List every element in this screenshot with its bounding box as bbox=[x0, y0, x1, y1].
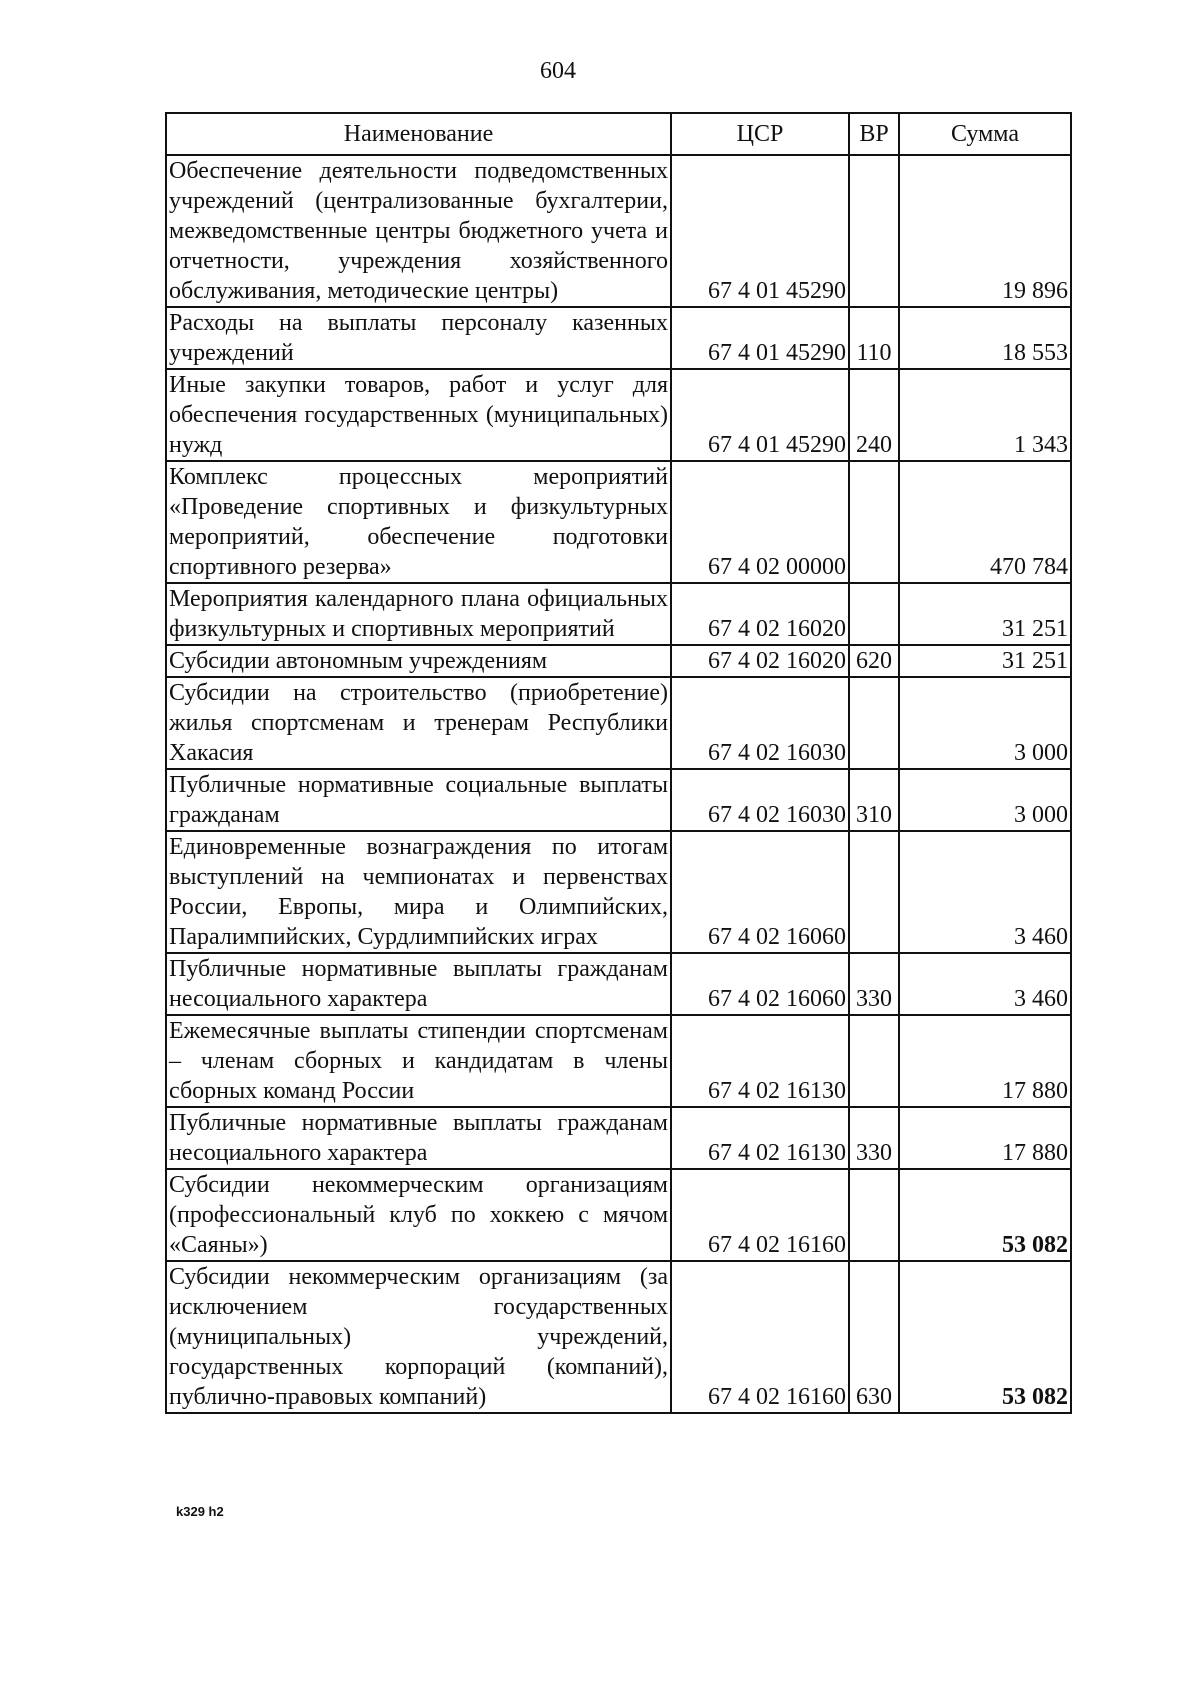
cell-csr: 67 4 02 16130 bbox=[671, 1015, 849, 1107]
cell-vr: 620 bbox=[849, 645, 899, 677]
cell-vr bbox=[849, 583, 899, 645]
cell-csr: 67 4 02 16130 bbox=[671, 1107, 849, 1169]
table-row bbox=[166, 1107, 1071, 1169]
cell-name: Ежемесячные выплаты стипендии спортсменам – членам сборных и кандидатам в члены сборных команд России bbox=[166, 1015, 671, 1107]
page-number: 604 bbox=[540, 58, 576, 84]
table-header-row bbox=[166, 113, 1071, 155]
cell-sum: 18 553 bbox=[899, 307, 1071, 369]
cell-csr: 67 4 02 16020 bbox=[671, 583, 849, 645]
header-vr: ВР bbox=[849, 113, 899, 155]
cell-csr: 67 4 02 16160 bbox=[671, 1261, 849, 1413]
cell-sum: 53 082 bbox=[899, 1261, 1071, 1413]
cell-csr: 67 4 02 16030 bbox=[671, 677, 849, 769]
cell-csr: 67 4 02 16060 bbox=[671, 953, 849, 1015]
cell-vr: 630 bbox=[849, 1261, 899, 1413]
table-row bbox=[166, 1015, 1071, 1107]
table-row bbox=[166, 461, 1071, 583]
cell-sum: 31 251 bbox=[899, 645, 1071, 677]
cell-name: Публичные нормативные выплаты гражданам несоциального характера bbox=[166, 1107, 671, 1169]
cell-name: Субсидии некоммерческим организациям (за исключением государственных (муниципальных) учреждений, государственных корпораций (компаний), публично-правовых компаний) bbox=[166, 1261, 671, 1413]
cell-sum: 470 784 bbox=[899, 461, 1071, 583]
table-row bbox=[166, 645, 1071, 677]
cell-sum: 17 880 bbox=[899, 1015, 1071, 1107]
cell-sum: 3 460 bbox=[899, 831, 1071, 953]
cell-vr: 330 bbox=[849, 1107, 899, 1169]
cell-sum: 1 343 bbox=[899, 369, 1071, 461]
cell-name: Публичные нормативные выплаты гражданам несоциального характера bbox=[166, 953, 671, 1015]
cell-vr bbox=[849, 1169, 899, 1261]
cell-name: Единовременные вознаграждения по итогам выступлений на чемпионатах и первенствах России, Европы, мира и Олимпийских, Паралимпийских, Сурдлимпийских играх bbox=[166, 831, 671, 953]
cell-vr: 240 bbox=[849, 369, 899, 461]
table-row bbox=[166, 307, 1071, 369]
cell-name: Субсидии некоммерческим организациям (профессиональный клуб по хоккею с мячом «Саяны») bbox=[166, 1169, 671, 1261]
cell-vr bbox=[849, 1015, 899, 1107]
header-csr: ЦСР bbox=[671, 113, 849, 155]
cell-csr: 67 4 02 16030 bbox=[671, 769, 849, 831]
table-row bbox=[166, 831, 1071, 953]
cell-sum: 53 082 bbox=[899, 1169, 1071, 1261]
table-row bbox=[166, 677, 1071, 769]
table-row bbox=[166, 155, 1071, 307]
table-row bbox=[166, 1169, 1071, 1261]
table-row bbox=[166, 369, 1071, 461]
cell-name: Мероприятия календарного плана официальных физкультурных и спортивных мероприятий bbox=[166, 583, 671, 645]
cell-csr: 67 4 02 16060 bbox=[671, 831, 849, 953]
cell-csr: 67 4 01 45290 bbox=[671, 369, 849, 461]
cell-csr: 67 4 02 16020 bbox=[671, 645, 849, 677]
cell-name: Публичные нормативные социальные выплаты гражданам bbox=[166, 769, 671, 831]
table-row bbox=[166, 583, 1071, 645]
cell-vr: 310 bbox=[849, 769, 899, 831]
cell-vr bbox=[849, 831, 899, 953]
cell-name: Расходы на выплаты персоналу казенных учреждений bbox=[166, 307, 671, 369]
cell-sum: 3 000 bbox=[899, 677, 1071, 769]
footer-code: k329 h2 bbox=[176, 1504, 224, 1519]
table-row bbox=[166, 769, 1071, 831]
cell-vr bbox=[849, 677, 899, 769]
cell-vr: 110 bbox=[849, 307, 899, 369]
cell-vr: 330 bbox=[849, 953, 899, 1015]
cell-csr: 67 4 01 45290 bbox=[671, 155, 849, 307]
cell-csr: 67 4 01 45290 bbox=[671, 307, 849, 369]
cell-name: Субсидии автономным учреждениям bbox=[166, 645, 671, 677]
cell-name: Иные закупки товаров, работ и услуг для обеспечения государственных (муниципальных) нужд bbox=[166, 369, 671, 461]
header-name: Наименование bbox=[166, 113, 671, 155]
budget-table bbox=[165, 112, 1072, 1414]
cell-sum: 17 880 bbox=[899, 1107, 1071, 1169]
cell-csr: 67 4 02 16160 bbox=[671, 1169, 849, 1261]
cell-name: Комплекс процессных мероприятий «Проведение спортивных и физкультурных мероприятий, обеспечение подготовки спортивного резерва» bbox=[166, 461, 671, 583]
table-row bbox=[166, 1261, 1071, 1413]
cell-sum: 3 000 bbox=[899, 769, 1071, 831]
header-sum: Сумма bbox=[899, 113, 1071, 155]
cell-sum: 31 251 bbox=[899, 583, 1071, 645]
cell-sum: 3 460 bbox=[899, 953, 1071, 1015]
cell-vr bbox=[849, 461, 899, 583]
cell-vr bbox=[849, 155, 899, 307]
cell-csr: 67 4 02 00000 bbox=[671, 461, 849, 583]
cell-name: Обеспечение деятельности подведомственных учреждений (централизованные бухгалтерии, межведомственные центры бюджетного учета и отчетности, учреждения хозяйственного обслуживания, методические центры) bbox=[166, 155, 671, 307]
table-row bbox=[166, 953, 1071, 1015]
cell-name: Субсидии на строительство (приобретение) жилья спортсменам и тренерам Республики Хакасия bbox=[166, 677, 671, 769]
cell-sum: 19 896 bbox=[899, 155, 1071, 307]
